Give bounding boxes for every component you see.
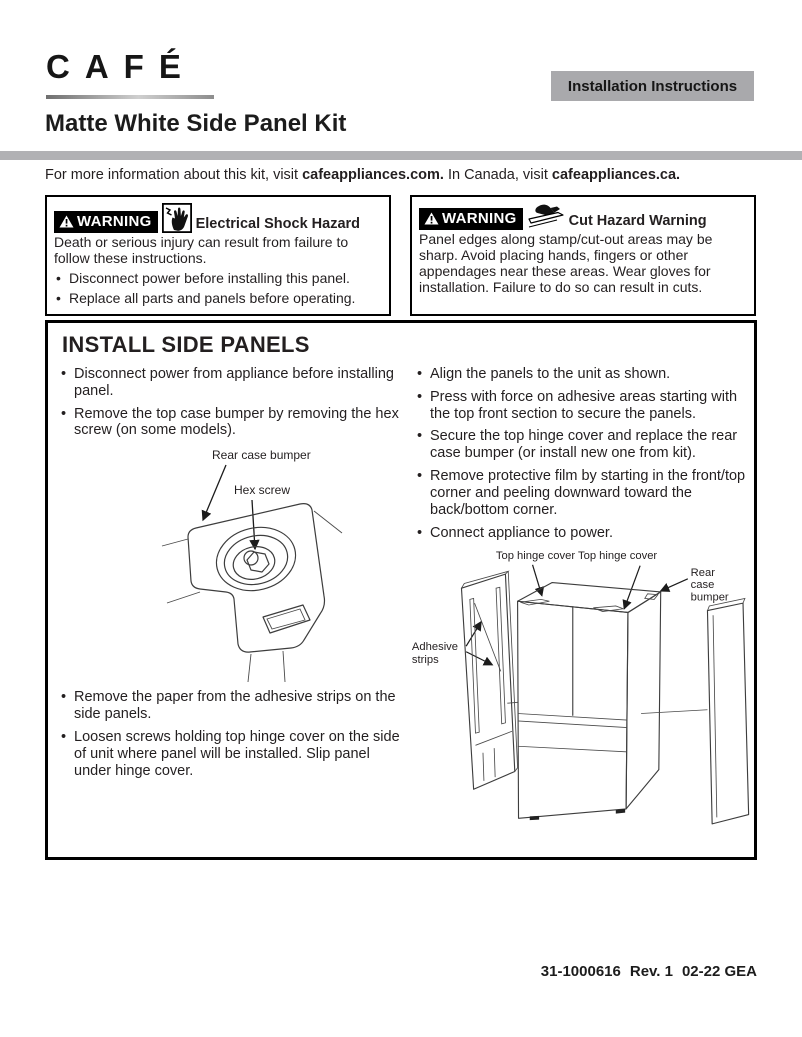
doc-number: 31-1000616 [540, 963, 621, 980]
top-hinge-cover-label: Top hinge cover Top hinge cover [495, 550, 658, 563]
refrigerator-unit [518, 583, 661, 821]
svg-text:Adhesive: Adhesive [411, 641, 459, 654]
step-item: • Remove the paper from the adhesive strips on the side panels. [58, 689, 406, 723]
step-item: • Connect appliance to power. [414, 525, 754, 542]
warning-badge-label: WARNING [77, 213, 152, 230]
section-heading: INSTALL SIDE PANELS [62, 332, 310, 357]
cafe-brand-logo: CAFÉ [46, 48, 196, 85]
warning-badge [419, 208, 523, 230]
rear-case-bumper-label: Rear case bumper [212, 448, 311, 463]
step-item: • Remove protective film by starting in the front/top corner and peeling downward toward the back/bottom corner. [414, 468, 754, 518]
svg-text:case: case [690, 579, 715, 592]
left-side-panel [461, 572, 517, 790]
hazard-title: Cut Hazard Warning [568, 213, 707, 229]
right-side-panel [707, 599, 748, 824]
warning-bullet: • Disconnect power before installing this panel. [54, 271, 382, 287]
warning-bullet-list [54, 271, 382, 307]
warning-triangle-icon [424, 212, 439, 225]
step-list-left-top [58, 366, 406, 439]
svg-text:Rear: Rear [690, 567, 715, 580]
warning-badge-label: WARNING [442, 210, 517, 227]
left-column [58, 366, 406, 851]
warning-bullet: • Replace all parts and panels before operating. [54, 291, 382, 307]
alignment-lines [507, 703, 707, 714]
divider-bar [0, 151, 802, 160]
step-list-right [414, 366, 754, 541]
step-item: • Disconnect power from appliance before installing panel. [58, 366, 406, 400]
cut-hazard-hand-icon [527, 203, 565, 230]
warning-triangle-icon [59, 215, 74, 228]
warnings-row [45, 195, 757, 316]
adhesive-strips-label [412, 641, 458, 666]
rear-case-bumper-diagram [154, 445, 406, 683]
unit-side-panels-diagram [410, 547, 758, 851]
step-item: • Loosen screws holding top hinge cover on the side of unit where panel will be installed. Slip panel under hinge cover. [58, 729, 406, 779]
svg-text:strips: strips [411, 654, 439, 667]
info-middle: In Canada, visit [443, 167, 552, 183]
info-line [45, 167, 680, 183]
svg-text:bumper: bumper [690, 591, 729, 604]
electrical-shock-hand-icon [162, 203, 192, 233]
info-prefix: For more information about this kit, visit [45, 167, 303, 183]
website-ca: cafeappliances.ca. [551, 167, 681, 183]
installation-instructions-badge: Installation Instructions [551, 71, 754, 101]
hex-screw-label: Hex screw [234, 483, 291, 498]
hazard-title: Electrical Shock Hazard [195, 216, 361, 232]
warning-badge [54, 211, 158, 233]
logo-underline [46, 95, 214, 99]
two-column-layout [58, 366, 744, 851]
document-footer [541, 963, 757, 980]
step-item: • Remove the top case bumper by removing the hex screw (on some models). [58, 406, 406, 440]
bumper-outline [188, 504, 325, 652]
step-item: • Secure the top hinge cover and replace the rear case bumper (or install new one from kit). [414, 428, 754, 462]
warning-body: Death or serious injury can result from failure to follow these instructions. [54, 234, 349, 266]
step-item: • Press with force on adhesive areas starting with the top front section to secure the panels. [414, 389, 754, 423]
warning-header [54, 203, 382, 233]
install-side-panels-section [45, 320, 757, 860]
cut-hazard-warning-box [410, 195, 756, 316]
page-title: Matte White Side Panel Kit [45, 110, 347, 137]
website-us: cafeappliances.com. [302, 167, 444, 183]
step-item: • Align the panels to the unit as shown. [414, 366, 754, 383]
step-list-left-bottom [58, 689, 406, 779]
warning-body: Panel edges along stamp/cut-out areas may be sharp. Avoid placing hands, fingers or other appendages near these areas. Wear gloves for installation. Failure to do so can result in cuts. [419, 231, 713, 295]
date-brand: 02-22 GEA [681, 963, 757, 980]
right-column [411, 366, 754, 851]
warning-header [419, 203, 747, 230]
rear-case-bumper-label [691, 567, 729, 603]
electrical-shock-warning-box [45, 195, 391, 316]
revision: Rev. 1 [629, 963, 673, 980]
